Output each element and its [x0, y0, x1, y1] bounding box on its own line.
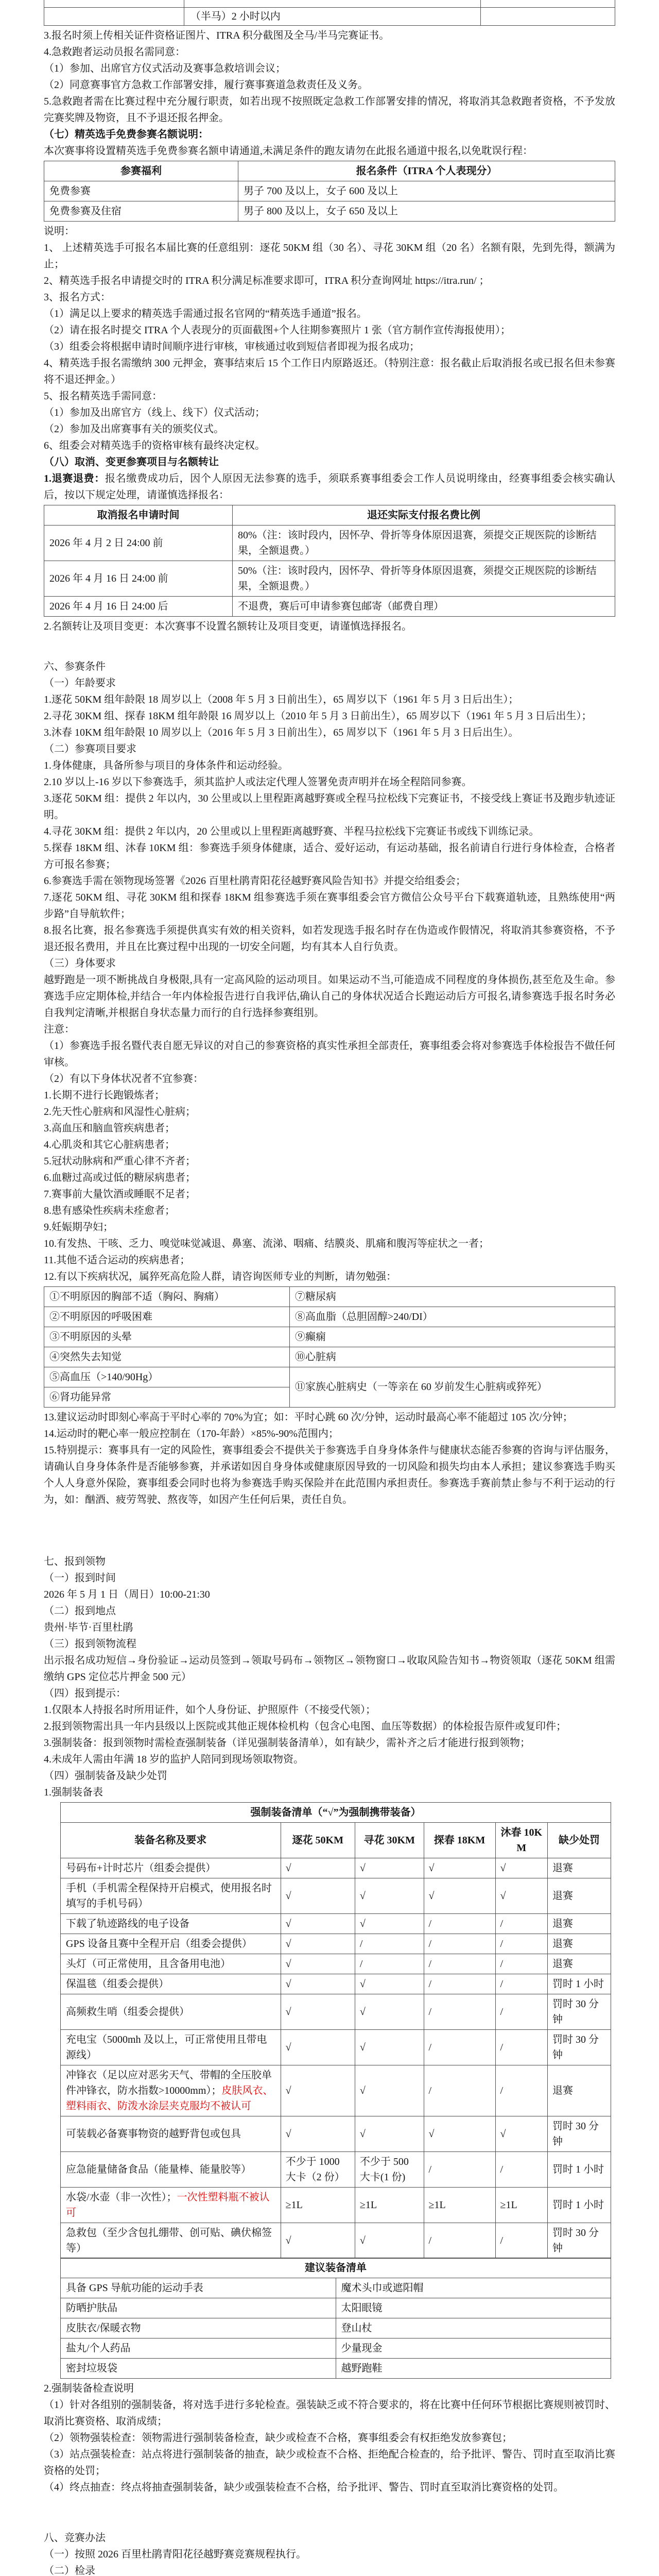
gear-value-cell: /	[495, 1974, 548, 1994]
gear-value-cell: ≥1L	[281, 2187, 355, 2223]
table-row	[61, 2223, 611, 2258]
paragraph: 12.有以下疾病状况，属猝死高危险人群，请咨询医师专业的判断，请勿勉强：	[44, 1270, 396, 1282]
table-row	[44, 181, 615, 201]
paragraph: 出示报名成功短信→身份验证→运动员签到→领取号码布→领物区→领物窗口→收取风险告知书→物资领取（逐花 50KM 组需缴纳 GPS 定位芯片押金 500 元）	[44, 1654, 615, 1683]
gear-value-cell: √	[355, 1974, 424, 1994]
text-run: 保温毯（组委会提供）	[66, 1978, 169, 1990]
column-header: 寻花 30KM	[355, 1822, 424, 1858]
text-run: GPS 设备且赛中全程开启（组委会提供）	[66, 1938, 252, 1950]
paragraph: （三）报到领物流程	[44, 1638, 136, 1650]
table-cell: 不退费，赛后可申请参赛包邮寄（邮费自理）	[232, 596, 615, 616]
gear-value-cell: √	[281, 1858, 355, 1878]
gear-name-cell	[61, 2151, 281, 2187]
table-cell: 盐丸/个人药品	[61, 2338, 336, 2359]
paragraph: 3.逐花 50KM 组：提供 2 年以内，30 公里或以上里程距离越野赛或全程马拉松线下完赛证书，不接受线上赛证书及跑步轨迹证明。	[44, 792, 615, 821]
gear-value-cell: √	[355, 1858, 424, 1878]
gear-penalty-cell: 退赛	[548, 2065, 611, 2116]
paragraph: 六、参赛条件	[44, 660, 106, 672]
paragraph: 10.有发热、干咳、乏力、嗅觉味觉减退、鼻塞、流涕、咽痛、结膜炎、肌痛和腹泻等症状之一者；	[44, 1238, 489, 1249]
paragraph: （二）报到地点	[44, 1605, 116, 1617]
text-run: 下载了轨迹路线的电子设备	[66, 1918, 189, 1929]
table-cell: 少量现金	[336, 2338, 611, 2359]
paragraph: 3.高血压和脑血管疾病患者；	[44, 1122, 175, 1134]
gear-value-cell: /	[495, 1934, 548, 1954]
elite-quota-table	[44, 161, 615, 222]
text-run: 可装载必备赛事物资的越野背包或包具	[66, 2128, 241, 2140]
gear-name-cell	[61, 1974, 281, 1994]
gear-value-cell: /	[424, 2029, 495, 2065]
gear-value-cell: √	[281, 1878, 355, 1913]
gear-penalty-cell: 罚时 30 分钟	[548, 1994, 611, 2029]
paragraph: （四）强制装备及缺少处罚	[44, 1770, 167, 1782]
paragraph: 6、组委会对精英选手的资格审核有最终决定权。	[44, 439, 265, 451]
gear-value-cell: /	[424, 1974, 495, 1994]
gear-value-cell: √	[281, 2223, 355, 2258]
gear-penalty-cell: 罚时 1 小时	[548, 2187, 611, 2223]
table-cell: （半马）2 小时以内	[184, 7, 481, 25]
paragraph: 越野跑是一项不断挑战自身极限,具有一定高风险的运动项目。如果运动不当,可能造成不同程度的身体损伤,甚至危及生命。参赛选手应定期体检,并结合一年内体检报告进行自我评估,确认自己的身体状况适合长跑运动后方可报名,请参赛选手报名时务必自我判定清晰,并根据自身状态量力而行的自行选择参赛组别。	[44, 974, 615, 1019]
table-row	[44, 1286, 615, 1307]
table-cell: 男子 800 及以上，女子 650 及以上	[238, 201, 615, 221]
gear-value-cell: √	[355, 2223, 424, 2258]
paragraph: （1）满足以上要求的精英选手需通过报名官网的“精英选手通道”报名。	[44, 308, 367, 319]
text-run: 应急能量储备食品（能量棒、能量胶等）	[66, 2163, 251, 2175]
table-cell: 密封垃圾袋	[61, 2359, 336, 2379]
gear-penalty-cell: 退赛	[548, 1878, 611, 1913]
paragraph: 贵州·毕节·百里杜鹃	[44, 1621, 133, 1633]
paragraph: （1）针对各组别的强制装备，将对选手进行多轮检查。强装缺乏或不符合要求的，将在比赛中任何环节根据比赛规则被罚时、取消比赛资格、取消成绩；	[44, 2399, 615, 2427]
gear-penalty-cell: 罚时 30 分钟	[548, 2116, 611, 2151]
paragraph: （2）参加及出席赛事有关的颁奖仪式。	[44, 423, 224, 435]
paragraph: （二）参赛项目要求	[44, 743, 136, 755]
gear-value-cell: ≥1L	[424, 2187, 495, 2223]
table-row	[61, 1858, 611, 1878]
text-run: 高频救生哨（组委会提供）	[66, 2006, 189, 2018]
paragraph: 7.赛事前大量饮酒或睡眠不足者；	[44, 1188, 196, 1200]
gear-value-cell: √	[355, 2029, 424, 2065]
warning-text: 一次性塑料瓶不被认可	[66, 2191, 270, 2218]
table-cell: 魔术头巾或遮阳帽	[336, 2278, 611, 2298]
table-row	[44, 0, 615, 7]
table-cell	[44, 0, 184, 7]
paragraph: 1.身体健康，具备所参与项目的身体条件和运动经验。	[44, 759, 288, 771]
text-run: 头灯（可正常使用，且含备用电池）	[66, 1958, 231, 1970]
paragraph: 4.急救跑者运动员报名需同意：	[44, 46, 185, 58]
text-run: 号码布+计时芯片（组委会提供）	[66, 1862, 216, 1874]
table-row	[44, 561, 615, 596]
table-row	[44, 1307, 615, 1327]
table-cell: 免费参赛	[44, 181, 238, 201]
table-row	[61, 2338, 611, 2359]
table-cell	[44, 7, 184, 25]
gear-value-cell: /	[424, 2151, 495, 2187]
gear-name-cell	[61, 2187, 281, 2223]
paragraph: （四）报到提示：	[44, 1687, 126, 1699]
table-row	[61, 2187, 611, 2223]
suggested-gear-table	[60, 2258, 611, 2379]
table-cell: 80%（注：该时段内，因怀孕、骨折等身体原因退赛，须提交正规医院的诊断结果，全额退费。）	[232, 525, 615, 561]
paragraph: （2）同意赛事官方急救工作部署安排，履行赛事赛道急救责任及义务。	[44, 79, 368, 91]
paragraph: 2.10 岁以上-16 岁以下参赛选手，须其监护人或法定代理人签署免责声明并在场全程陪同参赛。	[44, 776, 472, 788]
health-risk-table	[44, 1286, 615, 1408]
suggested-gear-title: 建议装备清单	[61, 2258, 611, 2278]
table-cell	[184, 0, 481, 7]
column-header: 逐花 50KM	[281, 1822, 355, 1858]
gear-value-cell: √	[281, 2065, 355, 2116]
gear-value-cell: √	[281, 1974, 355, 1994]
table-cell: ③不明原因的头晕	[44, 1327, 290, 1347]
table-cell: ⑩心脏病	[289, 1347, 615, 1367]
table-cell: ②不明原因的呼吸困难	[44, 1307, 290, 1327]
paragraph: 8.患有感染性疾病未痊愈者；	[44, 1205, 175, 1216]
text-run: 1.退赛退费：	[44, 472, 105, 484]
paragraph: 3.沐春 10KM 组年龄限 10 周岁以上（2016 年 5 月 3 日前出生），65 周岁以下（1961 年 5 月 3 日后出生）。	[44, 726, 519, 738]
paragraph: 本次赛事将设置精英选手免费参赛名额申请通道,未满足条件的跑友请勿在此报名通道中报名,以免耽误行程：	[44, 145, 533, 157]
paragraph: 2.强制装备检查说明	[44, 2383, 134, 2394]
gear-value-cell: √	[281, 1934, 355, 1954]
gear-value-cell: /	[424, 1994, 495, 2029]
gear-value-cell: √	[355, 2116, 424, 2151]
gear-name-cell	[61, 2029, 281, 2065]
gear-value-cell: √	[495, 2116, 548, 2151]
paragraph: 4.未成年人需由年满 18 岁的监护人陪同到现场领取物资。	[44, 1753, 304, 1765]
paragraph: 5.急救跑者需在比赛过程中充分履行职责，如若出现不按照既定急救工作部署安排的情况，将取消其急救跑者资格，不予发放完赛奖牌及物资，且不予退还报名押金。	[44, 95, 615, 124]
gear-value-cell: /	[495, 1994, 548, 2029]
paragraph: 8.报名比赛，报名参赛选手须提供真实有效的相关资料，如若发现选手报名时存在伪造或作假情况，将取消其参赛资格，不予退还报名费用，并且在比赛过程中出现的一切安全问题，均有其本人自行负责。	[44, 924, 615, 953]
table-cell: 2026 年 4 月 16 日 24:00 前	[44, 561, 233, 596]
paragraph: （三）身体要求	[44, 957, 116, 969]
gear-name-cell	[61, 1878, 281, 1913]
table-row	[44, 1347, 615, 1367]
table-row	[44, 596, 615, 616]
table-title-row	[61, 1802, 611, 1822]
gear-value-cell: √	[495, 1878, 548, 1913]
gear-value-cell: /	[424, 2065, 495, 2116]
table-cell: 太阳眼镜	[336, 2298, 611, 2318]
table-cell: 防晒护肤品	[61, 2298, 336, 2318]
gear-value-cell: √	[355, 2065, 424, 2116]
table-row	[61, 1994, 611, 2029]
text-run: 手机（手机需全程保持开启模式，使用报名时填写的手机号码）	[66, 1882, 272, 1909]
table-cell: ⑪家族心脏病史（一等亲在 60 岁前发生心脏病或猝死）	[289, 1367, 615, 1407]
paragraph: （一）年龄要求	[44, 677, 116, 689]
gear-value-cell: /	[424, 1954, 495, 1974]
gear-penalty-cell: 罚时 30 分钟	[548, 2223, 611, 2258]
table-cell: ⑧高血脂（总胆固醇>240/DI）	[289, 1307, 615, 1327]
table-cell: 男子 700 及以上，女子 600 及以上	[238, 181, 615, 201]
table-header-row	[44, 161, 615, 181]
table-cell: 皮肤衣/保暖衣物	[61, 2318, 336, 2338]
table-title-row	[61, 2258, 611, 2278]
table-cell: 2026 年 4 月 2 日 24:00 前	[44, 525, 233, 561]
gear-value-cell: /	[424, 1913, 495, 1934]
gear-penalty-cell: 退赛	[548, 1913, 611, 1934]
paragraph: （3）组委会将根据申请时间顺序进行审核，审核通过收到短信者即视为报名成功；	[44, 341, 420, 352]
table-cell: ④突然失去知觉	[44, 1347, 290, 1367]
paragraph: 3.强制装备：报到领物时需检查强制装备（详见强制装备清单），如有缺少，需补齐之后才能进行报到领物；	[44, 1737, 530, 1749]
table-row	[61, 1934, 611, 1954]
refund-policy-table	[44, 505, 615, 617]
paragraph: 2、精英选手报名申请提交时的 ITRA 积分满足标准要求即可，ITRA 积分查询网址 https://itra.run/ ；	[44, 275, 490, 286]
paragraph: 注意：	[44, 1023, 75, 1035]
table-row	[61, 1878, 611, 1913]
paragraph: 13.建议运动时即刻心率高于平时心率的 70%为宜；如：平时心跳 60 次/分钟，运动时最高心率不能超过 105 次/分钟；	[44, 1411, 573, 1423]
column-header: 探春 18KM	[424, 1822, 495, 1858]
paragraph: 4.心肌炎和其它心脏病患者；	[44, 1139, 175, 1150]
table-row	[61, 1954, 611, 1974]
gear-penalty-cell: 罚时 30 分钟	[548, 2029, 611, 2065]
gear-value-cell: √	[424, 1878, 495, 1913]
table-row	[61, 2116, 611, 2151]
gear-penalty-cell: 退赛	[548, 1934, 611, 1954]
paragraph: （一）按照 2026 百里杜鹃青阳花径越野赛竞赛规程执行。	[44, 2549, 306, 2560]
gear-value-cell: 不少于 1000 大卡（2 份）	[281, 2151, 355, 2187]
section-heading: （八）取消、变更参赛项目与名额转让	[44, 456, 219, 468]
table-row	[61, 2151, 611, 2187]
warning-text: 皮肤风衣、塑料雨衣、防泼水涂层夹克服均不被认可	[66, 2084, 273, 2112]
paragraph: 6.血糖过高或过低的糖尿病患者；	[44, 1172, 196, 1183]
gear-value-cell: /	[495, 2029, 548, 2065]
paragraph: 4、精英选手报名需缴纳 300 元押金，赛事结束后 15 个工作日内原路返还。（特别注意：报名截止后取消报名或已报名但未参赛将不退还押金。）	[44, 357, 615, 385]
section-spacer	[44, 2496, 615, 2530]
table-cell	[481, 7, 615, 25]
gear-value-cell: /	[495, 2065, 548, 2116]
gear-value-cell: √	[355, 1913, 424, 1934]
table-row	[44, 1367, 615, 1387]
gear-value-cell: √	[281, 1913, 355, 1934]
column-header: 沐春 10KM	[495, 1822, 548, 1858]
text-run: 急救包（至少含包扎绷带、创可贴、碘伏棉签等）	[66, 2227, 272, 2254]
paragraph: 3、报名方式：	[44, 291, 111, 303]
gear-value-cell: ≥1L	[495, 2187, 548, 2223]
gear-name-cell	[61, 1858, 281, 1878]
table-cell: ⑦糖尿病	[289, 1286, 615, 1307]
table-row	[61, 2359, 611, 2379]
paragraph: 5、报名精英选手需同意：	[44, 390, 162, 402]
table-row	[61, 2318, 611, 2338]
gear-name-cell	[61, 2116, 281, 2151]
paragraph: 2.寻花 30KM 组、探春 18KM 组年龄限 16 周岁以上（2010 年 5 月 3 日前出生），65 周岁以下（1961 年 5 月 3 日后出生）；	[44, 710, 592, 722]
paragraph: 2.先天性心脏病和风湿性心脏病；	[44, 1106, 196, 1117]
gear-value-cell: /	[355, 1934, 424, 1954]
cutoff-table-fragment	[44, 0, 615, 26]
table-row	[61, 2029, 611, 2065]
gear-value-cell: /	[495, 1954, 548, 1974]
gear-value-cell: 不少于 500 大卡(1 份)	[355, 2151, 424, 2187]
paragraph: 1.强制装备表	[44, 1786, 103, 1798]
column-header: 报名条件（ITRA 个人表现分）	[238, 161, 615, 181]
gear-value-cell: /	[424, 1934, 495, 1954]
section-spacer	[44, 1508, 615, 1553]
text-run: 报名缴费成功后，因个人原因无法参赛的选手，须联系赛事组委会工作人员说明缘由，经赛事组委会核实确认后，按以下规定处理，请谨慎选择报名：	[44, 472, 616, 501]
paragraph: 15.特别提示：赛事具有一定的风险性，赛事组委会不提供关于参赛选手自身身体条件与健康状态能否参赛的咨询与评估服务，请确认自身身体条件是否能够参赛，并承诺如因自身身体或健康原因导致的一切风险和损失均由本人承担；建议参赛选手购买个人人身意外保险，赛事组委会同时也将为参赛选手购买保险并在此范围内承担责任。参赛选手赛前禁止参与不利于运动的行为，如：酗酒、疲劳驾驶、熬夜等，如因产生任何后果，责任自负。	[44, 1444, 615, 1505]
gear-value-cell: /	[495, 2151, 548, 2187]
table-cell: 越野跑鞋	[336, 2359, 611, 2379]
gear-value-cell: √	[424, 1858, 495, 1878]
gear-value-cell: √	[281, 2029, 355, 2065]
paragraph: 1.逐花 50KM 组年龄限 18 周岁以上（2008 年 5 月 3 日前出生），65 周岁以下（1961 年 5 月 3 日后出生）；	[44, 693, 519, 705]
gear-value-cell: √	[281, 2116, 355, 2151]
table-cell: 具备 GPS 导航功能的运动手表	[61, 2278, 336, 2298]
paragraph: （一）报到时间	[44, 1572, 116, 1584]
paragraph: 2.名额转让及项目变更：本次赛事不设置名额转让及项目变更，请谨慎选择报名。	[44, 620, 412, 632]
paragraph: 1.长期不进行长跑锻炼者；	[44, 1089, 165, 1101]
paragraph: 14.运动时的靶心率一般应控制在（170-年龄）×85%-90%范围内；	[44, 1428, 339, 1439]
gear-name-cell	[61, 1954, 281, 1974]
gear-penalty-cell: 罚时 1 小时	[548, 1974, 611, 1994]
paragraph: 7.逐花 50KM 组、寻花 30KM 组和探春 18KM 组参赛选手须在赛事组委会官方微信公众号平台下载赛道轨迹，且熟练使用“两步路”自导航软件；	[44, 891, 615, 920]
column-header: 参赛福利	[44, 161, 238, 181]
table-row	[61, 2278, 611, 2298]
paragraph: （2）领物强装检查：领物需进行强制装备检查，缺少或检查不合格，赛事组委会有权拒绝发放参赛包；	[44, 2432, 512, 2444]
table-cell	[481, 0, 615, 7]
mandatory-gear-table	[60, 1802, 611, 2259]
table-cell: ⑨癫痫	[289, 1327, 615, 1347]
gear-value-cell: √	[281, 1954, 355, 1974]
gear-value-cell: /	[424, 2223, 495, 2258]
paragraph: 说明：	[44, 225, 75, 237]
table-cell: 50%（注：该时段内，因怀孕、骨折等身体原因退赛，须提交正规医院的诊断结果，全额退费。）	[232, 561, 615, 596]
gear-penalty-cell: 退赛	[548, 1954, 611, 1974]
paragraph: （4）终点抽查：终点将抽查强制装备，缺少或强装检查不合格，给予批评、警告、罚时直至取消比赛资格的处罚。	[44, 2482, 564, 2493]
text-run: 水袋/水壶（非一次性）；	[66, 2191, 177, 2203]
table-cell: ⑤高血压（>140/90Hg）	[44, 1367, 290, 1387]
table-row	[61, 2298, 611, 2318]
table-header-row	[61, 1822, 611, 1858]
paragraph: 5.探春 18KM 组、沐春 10KM 组：参赛选手须身体健康，适合、爱好运动，有运动基础，报名前请自行进行身体检查，合格者方可报名参赛；	[44, 842, 615, 870]
paragraph: 2.报到领物需出具一年内县级以上医院或其他正规体检机构（包含心电图、血压等数据）的体检报告原件或复印件；	[44, 1720, 566, 1732]
gear-value-cell: √	[355, 1878, 424, 1913]
paragraph: 9.妊娠期孕妇；	[44, 1221, 113, 1233]
column-header: 退还实际支付报名费比例	[232, 505, 615, 525]
table-row	[61, 1913, 611, 1934]
paragraph: 七、报到领物	[44, 1555, 106, 1567]
gear-name-cell	[61, 2223, 281, 2258]
paragraph: 4.寻花 30KM 组：提供 2 年以内，20 公里或以上里程距离越野赛、半程马拉松线下完赛证书或线下训练记录。	[44, 825, 540, 837]
paragraph: 5.冠状动脉病和严重心律不齐者；	[44, 1155, 196, 1167]
column-header: 装备名称及要求	[61, 1822, 281, 1858]
paragraph: （2）请在报名时提交 ITRA 个人表现分的页面截图+个人往期参赛照片 1 张（官方制作宣传海报使用）；	[44, 324, 511, 336]
gear-value-cell: ≥1L	[355, 2187, 424, 2223]
table-cell: 免费参赛及住宿	[44, 201, 238, 221]
gear-penalty-cell: 罚时 1 小时	[548, 2151, 611, 2187]
table-cell: ⑥肾功能异常	[44, 1387, 290, 1407]
section-heading: （七）精英选手免费参赛名额说明：	[44, 128, 209, 140]
gear-value-cell: /	[495, 2223, 548, 2258]
table-row	[44, 7, 615, 25]
paragraph: 八、竞赛办法	[44, 2532, 106, 2544]
gear-value-cell: √	[281, 1994, 355, 2029]
gear-name-cell	[61, 1994, 281, 2029]
table-row	[61, 1974, 611, 1994]
gear-value-cell: √	[424, 2116, 495, 2151]
paragraph: （2）有以下身体状况者不宜参赛：	[44, 1073, 203, 1084]
table-row	[44, 525, 615, 561]
table-cell: 2026 年 4 月 16 日 24:00 后	[44, 596, 233, 616]
table-header-row	[44, 505, 615, 525]
table-cell: 登山杖	[336, 2318, 611, 2338]
paragraph: 2026 年 5 月 1 日（周日）10:00-21:30	[44, 1588, 210, 1600]
gear-value-cell: /	[495, 1913, 548, 1934]
table-cell: ①不明原因的胸部不适（胸闷、胸痛）	[44, 1286, 290, 1307]
paragraph: 3.报名时须上传相关证件资格证图片、ITRA 积分截图及全马/半马完赛证书。	[44, 29, 390, 41]
column-header: 取消报名申请时间	[44, 505, 233, 525]
column-header: 缺少处罚	[548, 1822, 611, 1858]
paragraph: （3）站点强装检查：站点将进行强制装备的抽查，缺少或检查不合格、拒绝配合检查的，给予批评、警告、罚时直至取消比赛资格的处罚；	[44, 2449, 615, 2477]
gear-name-cell	[61, 1934, 281, 1954]
gear-value-cell: √	[495, 1858, 548, 1878]
paragraph: 11.其他不适合运动的疾病患者；	[44, 1254, 190, 1266]
paragraph: （二）检录	[44, 2565, 95, 2576]
paragraph: 1、 上述精英选手可报名本届比赛的任意组别：逐花 50KM 组（30 名）、寻花 30KM 组（20 名）名额有限，先到先得，额满为止；	[44, 242, 615, 270]
paragraph: （1）参赛选手报名暨代表自愿无异议的对自己的参赛资格的真实性承担全部责任，赛事组委会将对参赛选手体检报告不做任何审核。	[44, 1040, 615, 1068]
paragraph: 6.参赛选手需在领物现场签署《2026 百里杜鹃青阳花径越野赛风险告知书》并提交给组委会；	[44, 875, 466, 887]
paragraph: （1）参加及出席官方（线上、线下）仪式活动；	[44, 406, 265, 418]
gear-value-cell: /	[355, 1954, 424, 1974]
gear-value-cell: √	[355, 1994, 424, 2029]
gear-penalty-cell: 退赛	[548, 1858, 611, 1878]
table-row	[44, 1327, 615, 1347]
paragraph: 1.仅限本人持报名时所用证件，如个人身份证、护照原件（不接受代领）；	[44, 1704, 376, 1716]
paragraph	[44, 470, 615, 503]
text-run: 充电宝（5000mh 及以上，可正常使用且带电源线）	[66, 2033, 267, 2061]
paragraph: （1）参加、出席官方仪式活动及赛事急救培训会议；	[44, 62, 286, 74]
section-spacer	[44, 635, 615, 658]
gear-table-title: 强制装备清单（“√”为强制携带装备）	[61, 1802, 611, 1822]
table-row	[44, 201, 615, 221]
gear-name-cell	[61, 1913, 281, 1934]
table-row	[61, 2065, 611, 2116]
gear-name-cell	[61, 2065, 281, 2116]
text-run: 冲锋衣（足以应对恶劣天气、带帽的全压胶单件冲锋衣，防水指数>10000mm）；	[66, 2069, 272, 2096]
